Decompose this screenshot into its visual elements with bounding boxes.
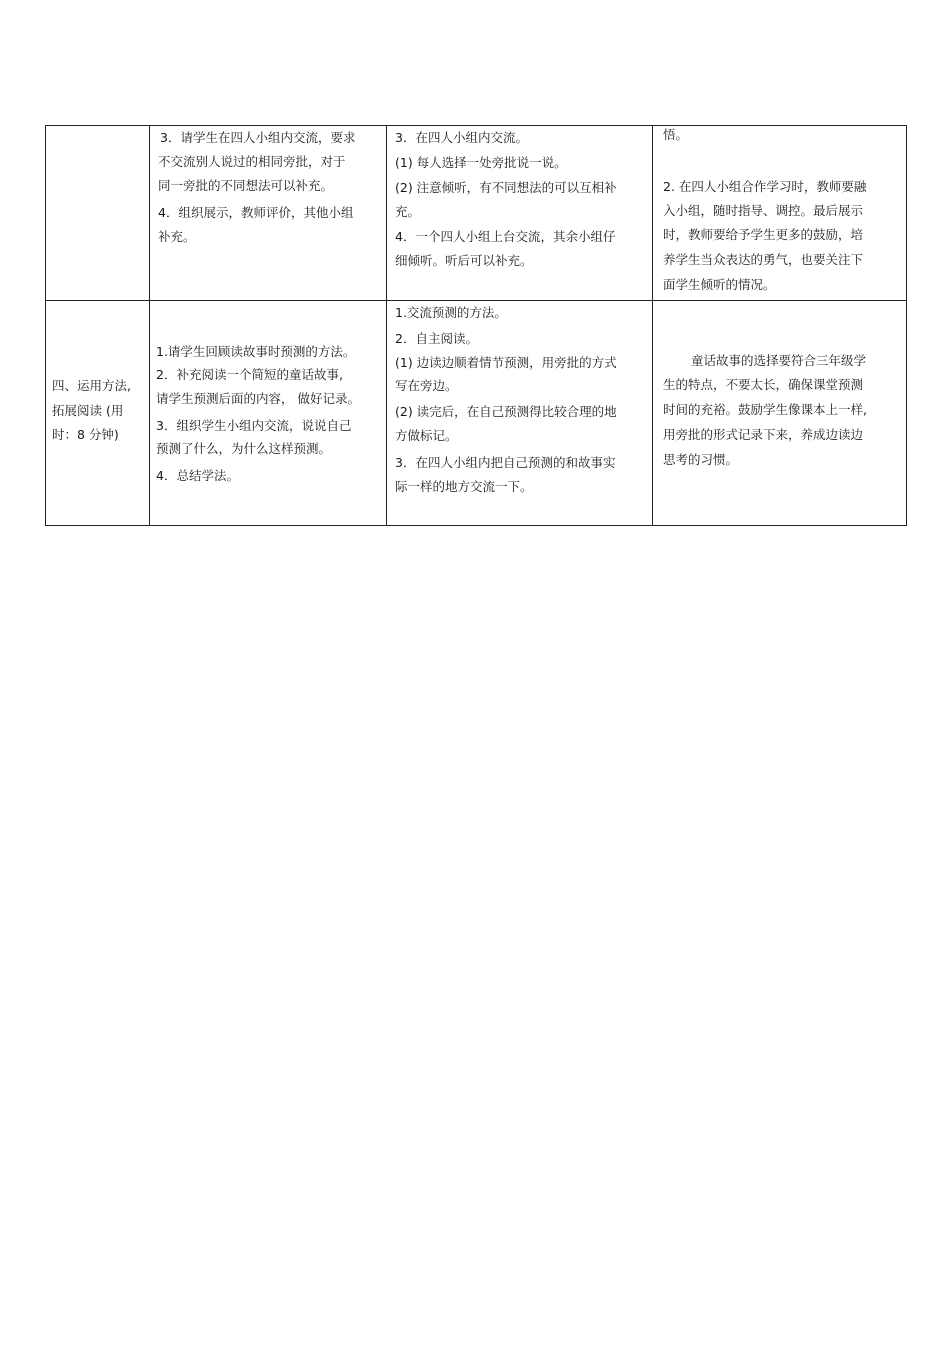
text-line: 充。 [395,204,421,219]
text-line: 4．总结学法。 [156,468,239,483]
text-line: 3．请学生在四人小组内交流，要求 [160,130,356,145]
text-line: 1.交流预测的方法。 [395,305,507,320]
stage-cell [46,126,150,301]
table-row [46,126,907,301]
text-line: 面学生倾听的情况。 [663,277,776,292]
text-line: 方做标记。 [395,428,458,443]
student-activity-cell [387,126,653,301]
text-line: 1.请学生回顾读故事时预测的方法。 [156,344,356,359]
text-line: 细倾听。听后可以补充。 [395,253,533,268]
text-line: 补充。 [158,229,196,244]
stage-cell [46,301,150,526]
text-line: 预测了什么，为什么这样预测。 [156,441,332,456]
text-line: 2．补充阅读一个简短的童话故事, [156,367,343,382]
text-line: 不交流别人说过的相同旁批，对于 [158,154,346,169]
text-line: 思考的习惯。 [663,452,739,467]
text-line: 2．自主阅读。 [395,331,478,346]
design-intent-cell [653,301,907,526]
teacher-activity-cell [150,301,387,526]
text-line: 际一样的地方交流一下。 [395,479,533,494]
text-line: (1) 每人选择一处旁批说一说。 [395,155,567,170]
text-line: 3．组织学生小组内交流，说说自己 [156,418,352,433]
text-line: 4．一个四人小组上台交流，其余小组仔 [395,229,616,244]
text-line: 时间的充裕。鼓励学生像课本上一样, [663,402,867,417]
text-line: 悟。 [663,127,689,142]
text-line: (2) 读完后，在自己预测得比较合理的地 [395,404,617,419]
text-line: 养学生当众表达的勇气，也要关注下 [663,252,864,267]
text-line: 生的特点，不要太长，确保课堂预测 [663,377,864,392]
text-line: 拓展阅读 (用 [52,403,124,418]
text-line: 用旁批的形式记录下来，养成边读边 [663,427,864,442]
text-line: 同一旁批的不同想法可以补充。 [158,178,334,193]
text-line: 4．组织展示，教师评价，其他小组 [158,205,354,220]
text-line: 请学生预测后面的内容， 做好记录。 [156,391,360,406]
teacher-activity-cell [150,126,387,301]
text-line: 3．在四人小组内把自己预测的和故事实 [395,455,616,470]
text-line: 写在旁边。 [395,378,458,393]
text-line: 时，教师要给予学生更多的鼓励，培 [663,227,864,242]
text-line: (2) 注意倾听，有不同想法的可以互相补 [395,180,617,195]
design-intent-cell [653,126,907,301]
text-line: 入小组，随时指导、调控。最后展示 [663,203,864,218]
table-row [46,301,907,526]
text-line: 四、运用方法, [52,378,131,393]
student-activity-cell [387,301,653,526]
text-line: 时：8 分钟) [52,427,119,442]
text-line: (1) 边读边顺着情节预测，用旁批的方式 [395,355,617,370]
text-line: 3．在四人小组内交流。 [395,130,528,145]
text-line: 童话故事的选择要符合三年级学 [691,353,867,368]
text-line: 2. 在四人小组合作学习时，教师要融 [663,179,867,194]
lesson-plan-table [45,125,907,526]
